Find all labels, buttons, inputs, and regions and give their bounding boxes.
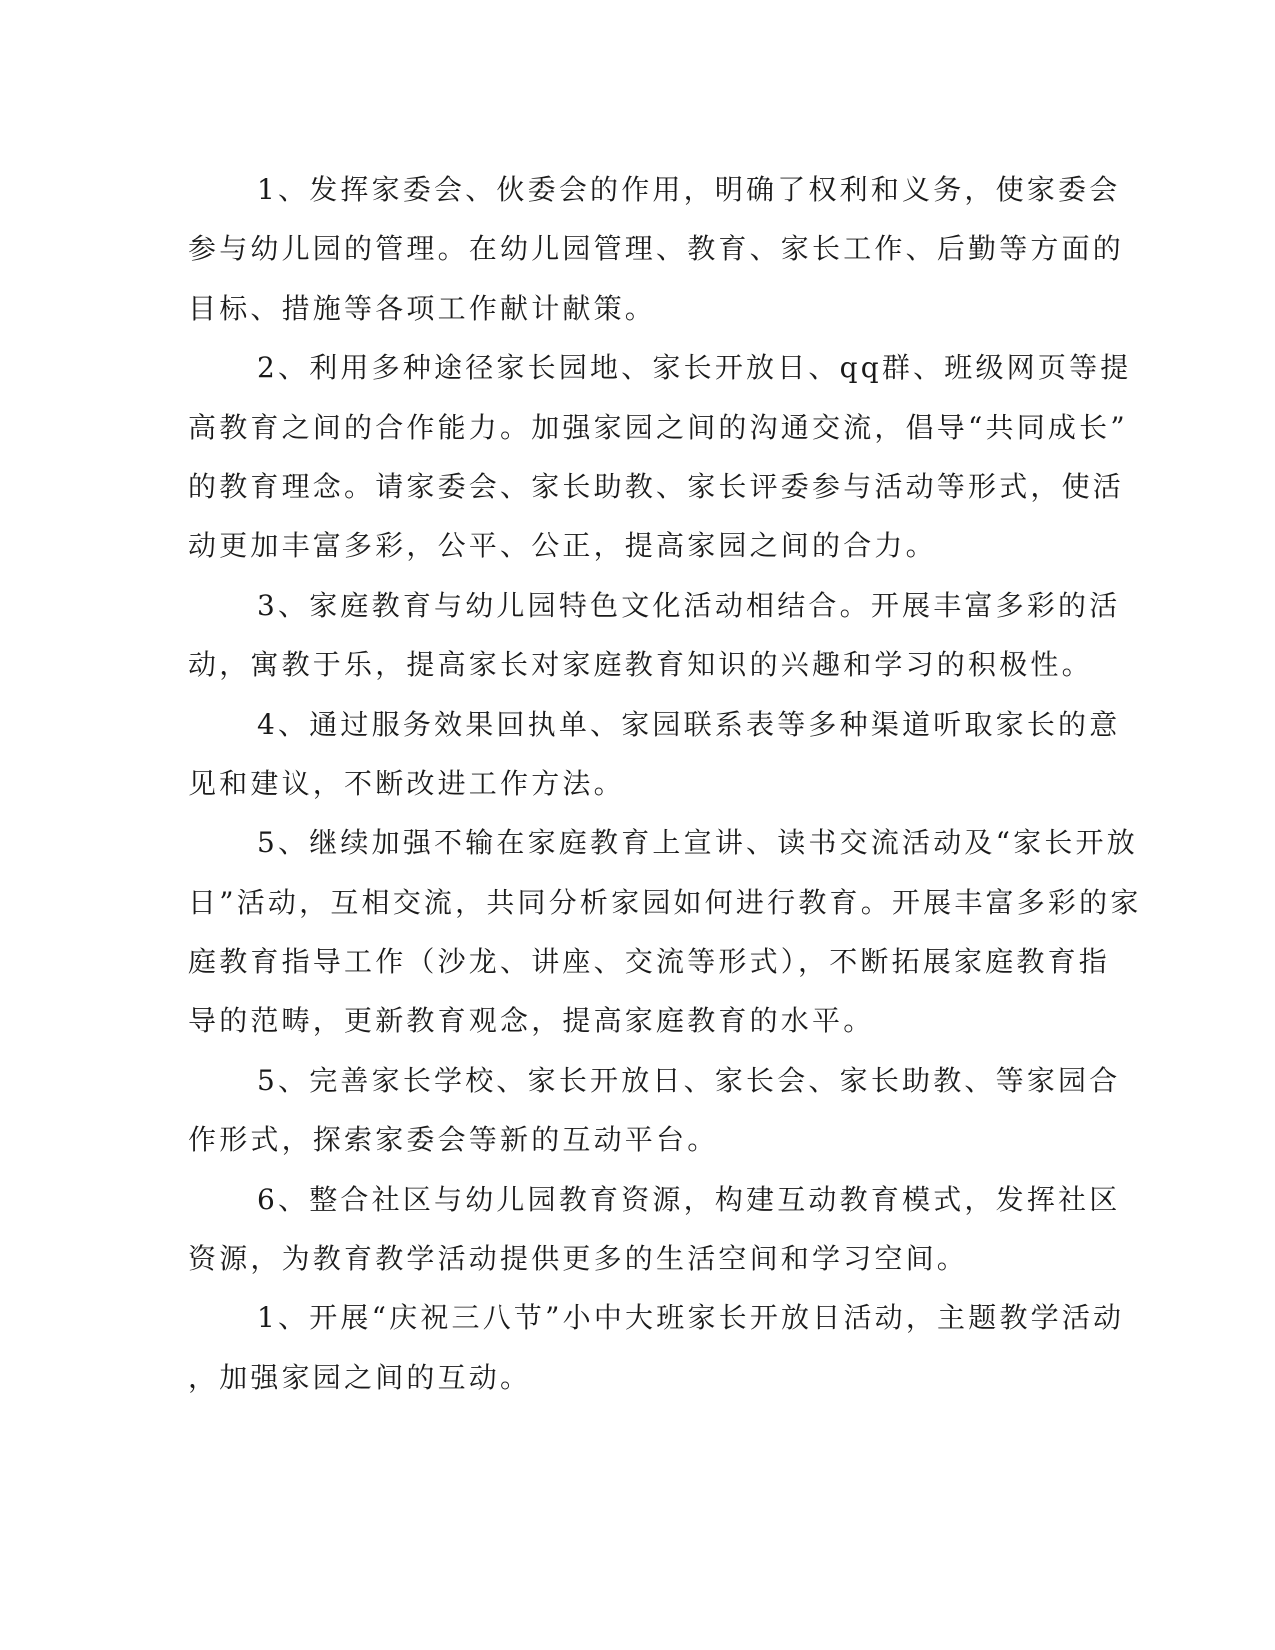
paragraph-line: ，加强家园之间的互动。 xyxy=(188,1360,532,1394)
paragraph-line: 动，寓教于乐，提高家长对家庭教育知识的兴趣和学习的积极性。 xyxy=(188,648,1093,682)
paragraph-line: 5、继续加强不输在家庭教育上宣讲、读书交流活动及“家长开放 xyxy=(257,826,1138,860)
paragraph xyxy=(188,338,1132,576)
paragraph-line: 日”活动，互相交流，共同分析家园如何进行教育。开展丰富多彩的家 xyxy=(188,885,1142,919)
paragraph-line: 高教育之间的合作能力。加强家园之间的沟通交流，倡导“共同成长” xyxy=(188,410,1128,444)
paragraph-line: 作形式，探索家委会等新的互动平台。 xyxy=(188,1123,719,1157)
paragraph xyxy=(188,576,1121,695)
paragraph-line: 的教育理念。请家委会、家长助教、家长评委参与活动等形式，使活 xyxy=(188,469,1125,503)
paragraph-line: 1、开展“庆祝三八节”小中大班家长开放日活动，主题教学活动 xyxy=(257,1301,1125,1335)
paragraph-line: 3、家庭教育与幼儿园特色文化活动相结合。开展丰富多彩的活 xyxy=(257,588,1121,622)
paragraph-line: 6、整合社区与幼儿园教育资源，构建互动教育模式，发挥社区 xyxy=(257,1182,1121,1216)
paragraph xyxy=(188,1051,1121,1170)
paragraph xyxy=(188,695,1121,814)
paragraph xyxy=(188,813,1142,1051)
document-body xyxy=(188,160,1142,1407)
paragraph xyxy=(188,160,1125,338)
paragraph-line: 动更加丰富多彩，公平、公正，提高家园之间的合力。 xyxy=(188,529,937,563)
paragraph-line: 4、通过服务效果回执单、家园联系表等多种渠道听取家长的意 xyxy=(257,707,1121,741)
paragraph-line: 1、发挥家委会、伙委会的作用，明确了权利和义务，使家委会 xyxy=(257,173,1121,206)
paragraph-line: 5、完善家长学校、家长开放日、家长会、家长助教、等家园合 xyxy=(257,1063,1121,1097)
paragraph-line: 参与幼儿园的管理。在幼儿园管理、教育、家长工作、后勤等方面的 xyxy=(188,232,1125,266)
paragraph-line: 资源，为教育教学活动提供更多的生活空间和学习空间。 xyxy=(188,1242,969,1276)
paragraph-line: 目标、措施等各项工作献计献策。 xyxy=(188,291,657,325)
paragraph-line: 庭教育指导工作（沙龙、讲座、交流等形式），不断拓展家庭教育指 xyxy=(188,945,1111,979)
paragraph xyxy=(188,1170,1121,1289)
paragraph-line: 2、利用多种途径家长园地、家长开放日、qq群、班级网页等提 xyxy=(257,351,1132,385)
paragraph xyxy=(188,1288,1125,1407)
paragraph-line: 见和建议，不断改进工作方法。 xyxy=(188,766,625,800)
paragraph-line: 导的范畴，更新教育观念，提高家庭教育的水平。 xyxy=(188,1004,875,1038)
